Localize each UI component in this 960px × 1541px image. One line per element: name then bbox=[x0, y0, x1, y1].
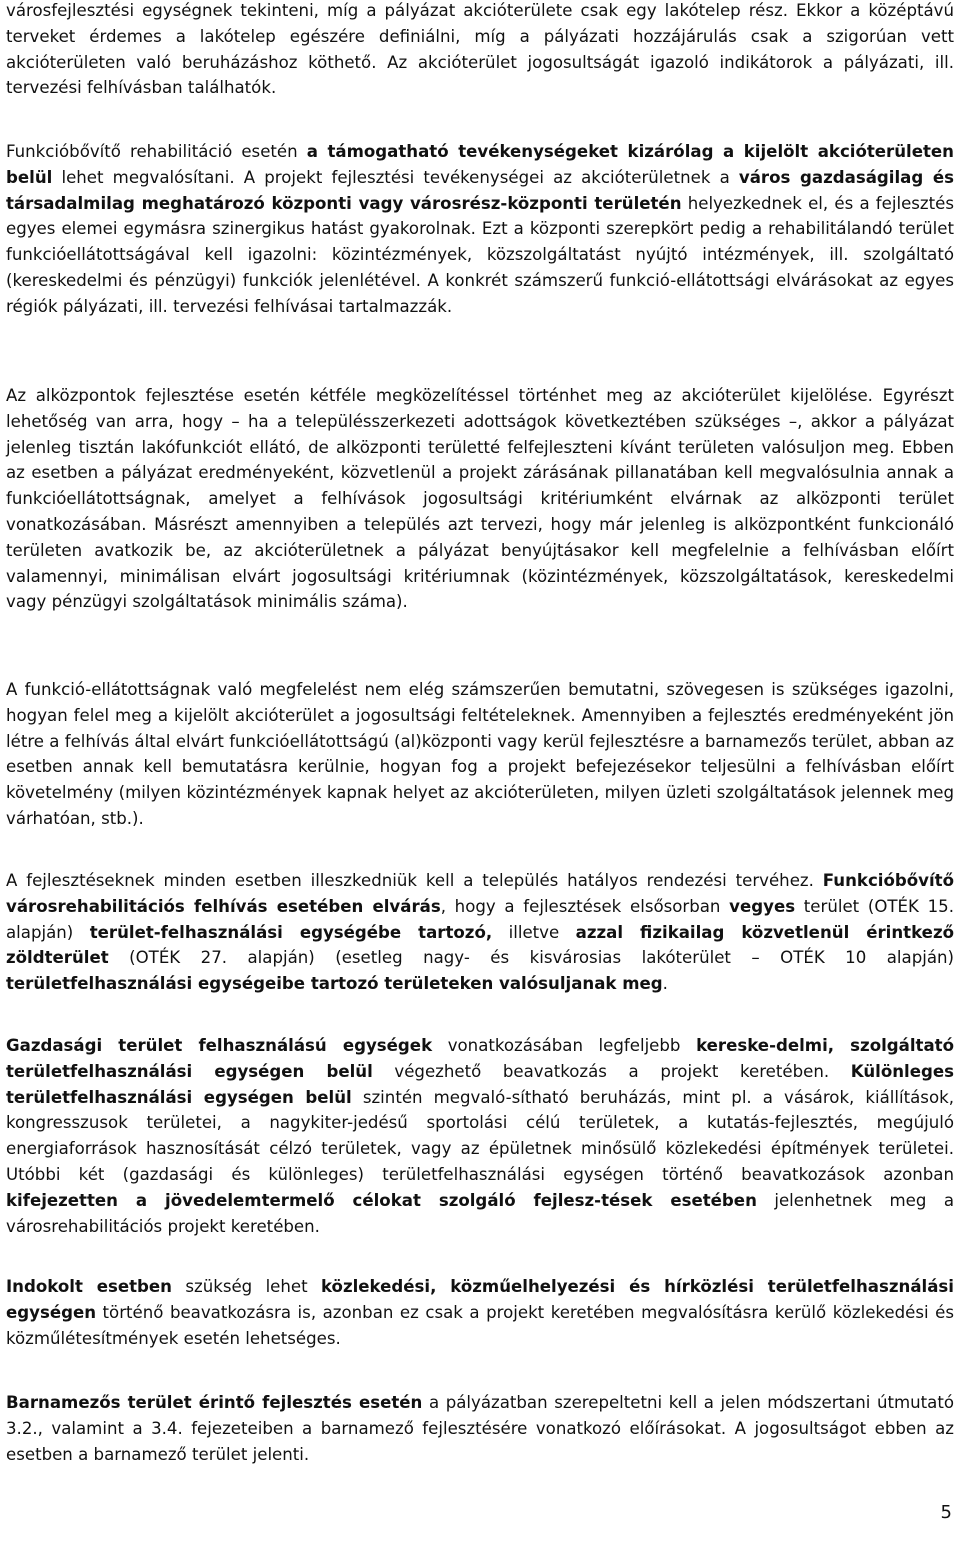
bold-text-run: kifejezetten a jövedelemtermelő célokat szolgáló fejlesz-tések esetében bbox=[6, 1190, 757, 1210]
text-run: a pályázatban szerepeltetni kell a jelen módszertani útmutató 3.2., valamint a 3.4. fejezeteiben a barnamező fejlesztésére vonatkozó előírásokat. A jogosultságot ebben az esetben a barnamező terület jelenti. bbox=[6, 1393, 954, 1464]
text-run: jelenhetnek meg a városrehabilitációs projekt keretében. bbox=[6, 1190, 955, 1236]
paragraph-8 bbox=[6, 1390, 954, 1467]
text-run: A fejlesztéseknek minden esetben illeszkedniük kell a település hatályos rendezési tervéhez. bbox=[6, 871, 823, 890]
bold-text-run: Indokolt esetben bbox=[6, 1277, 172, 1296]
bold-text-run: Gazdasági terület felhasználású egységek bbox=[6, 1036, 433, 1055]
bold-text-run: Barnamezős terület érintő fejlesztés esetén bbox=[6, 1393, 423, 1412]
bold-text-run: vegyes bbox=[729, 896, 796, 916]
text-run: lehet megvalósítani. A projekt fejlesztési tevékenységei az akcióterületnek a bbox=[52, 167, 739, 187]
page-number: 5 bbox=[940, 1502, 952, 1523]
bold-text-run: Funkcióbővítő városrehabilitációs felhívás esetében elvárás bbox=[6, 871, 954, 916]
bold-text-run: Különleges területfelhasználási egységen belül bbox=[6, 1061, 954, 1107]
text-run: helyezkednek el, és a fejlesztés egyes elemei egymásra szinergikus hatást gyakorolnak. Ezt a központi szerepkört pedig a rehabilitálandó terület funkcióellátottságával kell igazolni: közintézmények, közszolgáltatást nyújtó intézmények, ill. szolgáltató (kereskedelmi és pénzügyi) funkciók jelenlétével. A konkrét számszerű funkció-ellátottsági elvárásokat az egyes régiók pályázati, ill. tervezési felhívásai tartalmazzák. bbox=[6, 193, 955, 316]
text-run: Az alközpontok fejlesztése esetén kétféle megközelítéssel történhet meg az akcióterület kijelölése. Egyrészt lehetőség van arra, hogy – ha a településszerkezeti adottságok következtében szükséges –, akkor a pályázat jelenleg tisztán lakófunkciót ellátó, de alközponti területté felfejleszteni kívánt területen valósuljon meg. Ebben az esetben a pályázat eredményeként, közvetlenül a projekt zárásának pillanatában kell megvalósulnia annak a funkcióellátottságnak, amelyet a felhívások jogosultsági kritériumként elvárnak az alközponti terület vonatkozásában. Másrészt amennyiben a település azt tervezi, hogy már jelenleg is alközpontként funkcionáló területen avatkozik be, az akcióterületnek a pályázat benyújtásakor kell megfelelnie a felhívásban előírt valamennyi, minimálisan elvárt jogosultsági kritériumnak (közintézmények, közszolgáltatások, kereskedelmi vagy pénzügyi szolgáltatások minimális száma). bbox=[6, 386, 954, 612]
text-run: (OTÉK 27. alapján) (esetleg nagy- és kisvárosias lakóterület – OTÉK 10 alapján) bbox=[108, 948, 954, 968]
text-run: illetve bbox=[492, 922, 576, 942]
text-run: végezhető beavatkozás a projekt keretében. bbox=[372, 1061, 851, 1081]
bold-text-run: közlekedési, közműelhelyezési és hírközlési területfelhasználási egységen bbox=[6, 1277, 954, 1322]
bold-text-run: a támogatható tevékenységeket kizárólag a kijelölt akcióterületen belül bbox=[6, 142, 954, 187]
text-run: . bbox=[662, 974, 668, 994]
paragraph-3 bbox=[6, 383, 954, 615]
text-run: A funkció-ellátottságnak való megfelelést nem elég számszerűen bemutatni, szövegesen is szükséges igazolni, hogyan felel meg a kijelölt akcióterület a jogosultsági feltételeknek. Amennyiben a fejlesztés eredményeként jön létre a felhívás által elvárt funkcióellátottságú (al)központi vagy kerül fejlesztésre a barnamezős terület, abban az esetben annak kell bemutatásra kerülnie, hogyan fog a projekt befejezésekor teljesülni a felhívásban előírt követelmény (milyen közintézmények kapnak helyet az akcióterületen, milyen üzleti szolgáltatások jelennek meg várhatóan, stb.). bbox=[6, 680, 954, 828]
bold-text-run: azzal fizikailag közvetlenül érintkező zöldterület bbox=[6, 922, 954, 968]
paragraph-7 bbox=[6, 1274, 954, 1351]
paragraph-1 bbox=[6, 0, 954, 101]
text-run: szükség lehet bbox=[172, 1277, 321, 1296]
text-run: vonatkozásában legfeljebb bbox=[432, 1036, 697, 1055]
bold-text-run: város gazdaságilag és társadalmilag meghatározó központi vagy városrész-központi területén bbox=[6, 167, 955, 213]
paragraph-4 bbox=[6, 677, 954, 832]
text-run: szintén megvaló-sítható beruházás, mint pl. a vásárok, kiállítások, kongresszusok területei, a nagykiter-jedésű sportolási célú területek, a kutatás-fejlesztés, megújuló energiaforrások hasznosítását célzó területek, vagy az épületnek minősülő közlekedési építmények területei. Utóbbi két (gazdasági és különleges) területfelhasználási egységen történő beavatkozások azonban bbox=[6, 1087, 954, 1184]
text-run: , hogy a fejlesztések elsősorban bbox=[440, 896, 730, 916]
paragraph-2 bbox=[6, 139, 954, 320]
bold-text-run: területfelhasználási egységeibe tartozó területeken valósuljanak meg bbox=[6, 974, 663, 994]
text-run: Funkcióbővítő rehabilitáció esetén bbox=[6, 142, 307, 161]
text-run: városfejlesztési egységnek tekinteni, míg a pályázat akcióterülete csak egy lakótelep rész. Ekkor a középtávú terveket érdemes a lakótelep egészére definiálni, míg a pályázati hozzájárulás csak a szigorúan vett akcióterületen való beruházáshoz köthető. Az akcióterület jogosultságát igazoló indikátorok a pályázati, ill. tervezési felhívásban találhatók. bbox=[6, 1, 954, 98]
text-run: terület (OTÉK 15. alapján) bbox=[6, 896, 954, 942]
text-run: történő beavatkozásra is, azonban ez csak a projekt keretében megvalósításra kerülő közlekedési és közműlétesítmények esetén lehetséges. bbox=[6, 1302, 954, 1348]
bold-text-run: kereske-delmi, szolgáltató területfelhasználási egységen belül bbox=[6, 1036, 955, 1081]
paragraph-6 bbox=[6, 1033, 954, 1239]
paragraph-5 bbox=[6, 868, 954, 997]
bold-text-run: terület-felhasználási egységébe tartozó, bbox=[89, 922, 493, 942]
